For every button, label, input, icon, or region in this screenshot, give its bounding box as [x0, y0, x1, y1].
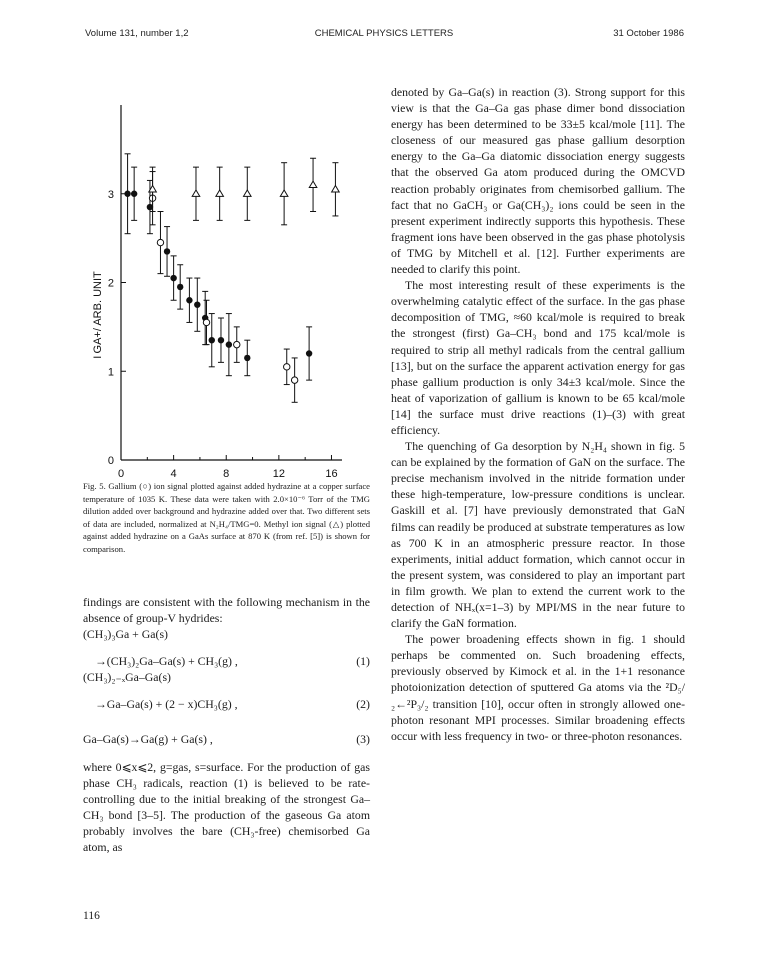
- data-point: [157, 212, 163, 274]
- filled-circle-marker: [244, 355, 250, 361]
- equation-2-number: (2): [356, 697, 370, 712]
- y-tick-label: 1: [107, 366, 114, 379]
- data-point: [332, 163, 340, 216]
- equation-1-line-1: (CH₃)₃Ga + Ga(s): [83, 627, 168, 642]
- y-tick-label: 0: [107, 455, 114, 467]
- data-point: [284, 349, 290, 385]
- data-point: [194, 278, 200, 331]
- figure-caption: Fig. 5. Gallium (○) ion signal plotted against added hydrazine at a copper surface temperature of 1035 K. These data were taken with 2.0×10⁻⁶ Torr of the TMG dilution added over background and hydrazine added over that. Two different sets of data are included, normalized at N₂H₄/TMG=0. Methyl ion signal (△) plotted against added hydrazine on a GaAs surface at 870 K (from ref. [5]) is shown for comparison.: [83, 481, 370, 554]
- x-tick-label: 12: [272, 468, 285, 477]
- data-point: [216, 167, 224, 220]
- paragraph-intro: findings are consistent with the following mechanism in the absence of group-V hydrides:: [83, 595, 370, 626]
- data-point: [280, 163, 288, 225]
- filled-circle-marker: [177, 284, 183, 290]
- equation-2: [83, 696, 370, 712]
- filled-circle-marker: [226, 341, 232, 347]
- data-point: [186, 278, 192, 322]
- data-point: [309, 158, 317, 211]
- filled-circle-marker: [124, 191, 130, 197]
- data-point: [244, 340, 250, 376]
- header-date: 31 October 1986: [613, 28, 684, 39]
- data-point: [234, 327, 240, 363]
- paragraph-3: The quenching of Ga desorption by N₂H₄ shown in fig. 5 can be explained by the formation of GaN on the surface. The precise mechanism involved in the nitride formation under these high-temperature, low-pressure conditions is unclear. Gaskill et al. [7] have previously demonstrated that GaN films can readily be produced at substrate temperatures as low as 700 K in an atmospheric pressure reactor. In those experiments, initial adduct formation, which cannot occur in the present system, was considered to play an important part in film growth. We plan to extend the current work to the detection of NHₓ(x=1–3) by MPI/MS in the near future to clarify the GaN formation.: [391, 439, 685, 631]
- data-point: [243, 167, 251, 220]
- data-point: [177, 265, 183, 309]
- equation-3-number: (3): [356, 731, 370, 746]
- filled-circle-marker: [306, 350, 312, 356]
- page-number: 116: [83, 910, 100, 922]
- open-triangle-marker: [332, 186, 340, 192]
- open-circle-marker: [284, 364, 290, 370]
- filled-circle-marker: [209, 337, 215, 343]
- paragraph-1: denoted by Ga–Ga(s) in reaction (3). Strong support for this view is that the Ga–Ga gas phase dimer bond dissociation energy has been determined to be 33±5 kcal/mole [11]. The closeness of our measured gas phase gallium desorption energy to the Ga–Ga diatomic dissociation energy suggests that the observed Ga atom produced during the OMCVD reaction probably originates from chemisorbed gallium. The fact that no GaCH₃ or Ga(CH₃)₂ ions could be seen in the present experiment indirectly supports this hypothesis. These fragment ions have been observed in the gas phase photolysis of TMG by Mitchell et al. [12]. Further experiments are needed to clarify this point.: [391, 85, 685, 277]
- left-column: [83, 594, 370, 855]
- header-volume: Volume 131, number 1,2: [85, 28, 189, 39]
- filled-circle-marker: [218, 337, 224, 343]
- figure-5: [80, 105, 370, 477]
- data-point: [203, 300, 209, 344]
- filled-circle-marker: [186, 297, 192, 303]
- open-circle-marker: [157, 239, 163, 245]
- x-tick-label: 4: [170, 468, 177, 477]
- y-tick-label: 2: [107, 277, 114, 290]
- open-circle-marker: [291, 377, 297, 383]
- open-triangle-marker: [243, 190, 251, 196]
- equation-1: [83, 653, 370, 669]
- open-triangle-marker: [309, 181, 317, 187]
- open-circle-marker: [234, 341, 240, 347]
- data-point: [306, 327, 312, 380]
- x-tick-label: 8: [223, 468, 230, 477]
- open-triangle-marker: [280, 190, 288, 196]
- open-triangle-marker: [192, 190, 200, 196]
- equation-1-number: (1): [356, 654, 370, 669]
- header-journal: CHEMICAL PHYSICS LETTERS: [314, 28, 454, 39]
- y-axis-label: I GA+/ ARB. UNIT: [92, 271, 104, 359]
- filled-circle-marker: [131, 191, 137, 197]
- chart-svg: [80, 105, 370, 477]
- paragraph-4: The power broadening effects shown in fig. 1 should perhaps be commented on. Such broadening effects, previously observed by Kimock et al. in the 1+1 resonance photoionization detection of sputtered Ga atoms via the ²D₅/₂←²P₃/₂ transition [10], occur often in strongly allowed one-photon resonant MPI processes. Similar broadening effects occur with less frequency in two- or three-photon resonances.: [391, 632, 685, 743]
- filled-circle-marker: [194, 301, 200, 307]
- filled-circle-marker: [164, 248, 170, 254]
- equation-2-line-2: →Ga–Ga(s) + (2 − x)CH₃(g) ,: [95, 697, 238, 712]
- paragraph-after-equations: where 0⩽x⩽2, g=gas, s=surface. For the production of gas phase CH₃ radicals, reaction (1) is believed to be rate-controlling due to the initial breaking of the strongest Ga–CH₃ bond [3–5]. The production of the gaseous Ga atom probably involves the bare (CH₃-free) chemisorbed Ga atom, as: [83, 759, 370, 855]
- data-point: [192, 167, 200, 220]
- data-point: [131, 167, 137, 220]
- data-point: [170, 256, 176, 300]
- data-point: [226, 314, 232, 376]
- paragraph-2: The most interesting result of these experiments is the overwhelming catalytic effect of the surface. In the gas phase decomposition of TMG, ≈60 kcal/mole is required to break the strongest (first) Ga–CH₃ bond and 175 kcal/mole is required to strip all methyl radicals from the central gallium [13], but on the surface the apparent activation energy for gas phase gallium production is only 34±3 kcal/mole. Since the heat of vaporization of gallium is known to be 65 kcal/mole [14] the surface must drive reactions (1)–(3) with great efficiency.: [391, 278, 685, 437]
- equation-1-line-2: →(CH₃)₂Ga–Ga(s) + CH₃(g) ,: [95, 654, 238, 669]
- right-column: [391, 84, 685, 744]
- x-tick-label: 0: [117, 468, 125, 477]
- data-point: [124, 154, 130, 234]
- data-point: [218, 318, 224, 362]
- data-point: [202, 291, 208, 344]
- data-point: [164, 227, 170, 277]
- open-triangle-marker: [216, 190, 224, 196]
- data-point: [291, 358, 297, 402]
- equation-3: [83, 731, 370, 747]
- y-tick-label: 3: [107, 188, 114, 201]
- equation-3-line-1: Ga–Ga(s)→Ga(g) + Ga(s) ,: [83, 731, 213, 746]
- filled-circle-marker: [170, 275, 176, 281]
- x-tick-label: 16: [325, 468, 338, 477]
- open-circle-marker: [203, 319, 209, 325]
- equation-2-line-1: (CH₃)₂₋ₓGa–Ga(s): [83, 670, 171, 685]
